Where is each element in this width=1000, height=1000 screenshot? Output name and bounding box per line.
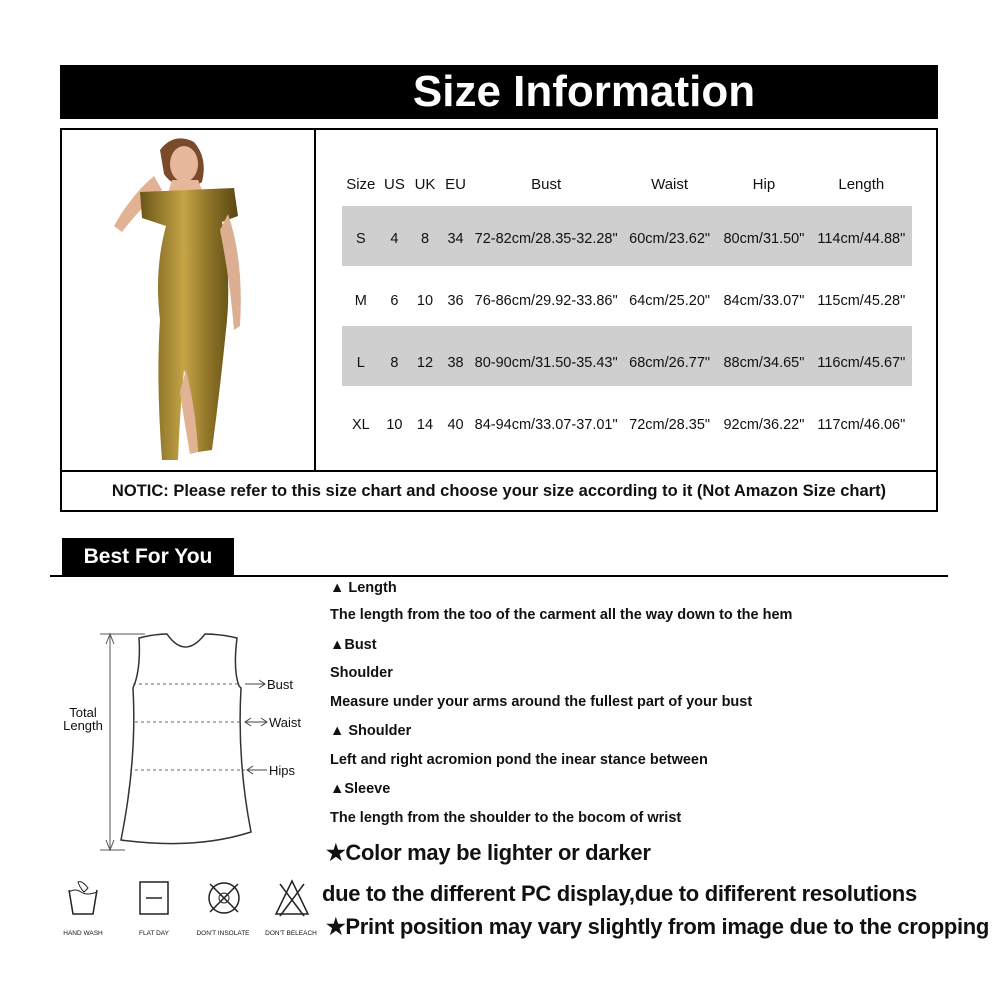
- desc-shoulder-title: ▲ Shoulder: [330, 723, 412, 739]
- desc-length-text: The length from the too of the carment all the way down to the hem: [330, 607, 793, 623]
- col-waist: Waist: [651, 175, 689, 193]
- care-label-no-bleach: DON'T BELEACH: [265, 930, 317, 937]
- cell: 84-94cm/33.07-37.01": [474, 417, 618, 433]
- col-uk: UK: [414, 175, 436, 193]
- no-bleach-icon: [274, 878, 310, 918]
- model-photo: [62, 130, 312, 468]
- waist-label: Waist: [269, 715, 302, 730]
- cell: 117cm/46.06": [817, 417, 906, 433]
- cell: 4: [390, 231, 399, 247]
- no-sun-icon: [206, 878, 242, 918]
- cell: S: [355, 231, 366, 247]
- desc-sleeve-text: The length from the shoulder to the bocom of wrist: [330, 810, 682, 826]
- cell: 38: [447, 355, 464, 371]
- cell: 36: [447, 293, 464, 309]
- cell: 84cm/33.07": [723, 293, 805, 309]
- cell: 80cm/31.50": [723, 231, 805, 247]
- cell: 34: [447, 231, 464, 247]
- table-row: [342, 208, 912, 270]
- care-label-hand-wash: HAND WASH: [63, 930, 103, 937]
- cell: 68cm/26.77": [629, 355, 711, 371]
- cell: 10: [416, 293, 434, 309]
- table-row: [342, 270, 912, 332]
- display-note: due to the different PC display,due to dififerent resolutions: [322, 881, 917, 906]
- col-length: Length: [838, 175, 885, 193]
- cell: 92cm/36.22": [723, 417, 805, 433]
- cell: XL: [351, 417, 370, 433]
- col-us: US: [384, 175, 405, 193]
- cell: 40: [447, 417, 464, 433]
- desc-shoulder-text: Left and right acromion pond the inear stance between: [330, 752, 708, 768]
- cell: 88cm/34.65": [723, 355, 805, 371]
- desc-shoulder-word: Shoulder: [330, 665, 393, 681]
- cell: 114cm/44.88": [817, 231, 906, 247]
- flat-dry-icon: [138, 880, 170, 916]
- product-photo-cell: [62, 130, 316, 470]
- desc-sleeve-title: ▲Sleeve: [330, 781, 391, 797]
- measurement-diagram: [55, 620, 325, 860]
- cell: 76-86cm/29.92-33.86": [474, 293, 618, 309]
- desc-bust-title: ▲Bust: [330, 637, 377, 653]
- hips-label: Hips: [269, 763, 296, 778]
- total-label-line1: Total: [69, 705, 97, 720]
- cell: 8: [420, 231, 430, 247]
- col-size: Size: [346, 175, 376, 193]
- cell: 64cm/25.20": [629, 293, 711, 309]
- cell: 116cm/45.67": [817, 355, 906, 371]
- col-bust: Bust: [531, 175, 562, 193]
- col-hip: Hip: [752, 175, 776, 193]
- dress-outline-illustration: [55, 620, 325, 860]
- cell: 60cm/23.62": [629, 231, 711, 247]
- total-label-line2: Length: [63, 718, 103, 733]
- cell: L: [356, 355, 365, 371]
- cell: 6: [390, 293, 399, 309]
- bust-label: Bust: [267, 677, 294, 692]
- section-tab: Best For You: [62, 538, 234, 576]
- care-label-no-insolate: DON'T INSOLATE: [196, 930, 250, 937]
- care-label-flat-dry: FLAT DAY: [139, 930, 169, 937]
- section-divider: [50, 575, 948, 577]
- desc-length-title: ▲ Length: [330, 580, 397, 596]
- hand-wash-icon: [66, 878, 100, 918]
- size-notice: NOTIC: Please refer to this size chart and choose your size according to it (Not Amazon Size chart): [111, 482, 887, 500]
- color-note: ★Color may be lighter or darker: [326, 840, 651, 865]
- size-table: [342, 160, 912, 456]
- cell: 115cm/45.28": [817, 293, 906, 309]
- cell: 72cm/28.35": [629, 417, 711, 433]
- cell: 14: [416, 417, 434, 433]
- cell: 72-82cm/28.35-32.28": [474, 231, 618, 247]
- cell: M: [354, 293, 367, 309]
- table-header-row: [342, 160, 912, 208]
- desc-bust-text: Measure under your arms around the fullest part of your bust: [330, 694, 753, 710]
- table-row: [342, 332, 912, 394]
- cell: 12: [416, 355, 434, 371]
- cell: 80-90cm/31.50-35.43": [474, 355, 618, 371]
- col-eu: EU: [445, 175, 466, 193]
- care-icons: [52, 878, 322, 948]
- print-note: ★Print position may vary slightly from image due to the cropping: [326, 914, 990, 939]
- total-length-label: [57, 706, 109, 732]
- page-title: Size Information: [412, 67, 756, 116]
- cell: 10: [386, 417, 403, 433]
- table-row: [342, 394, 912, 456]
- cell: 8: [390, 355, 399, 371]
